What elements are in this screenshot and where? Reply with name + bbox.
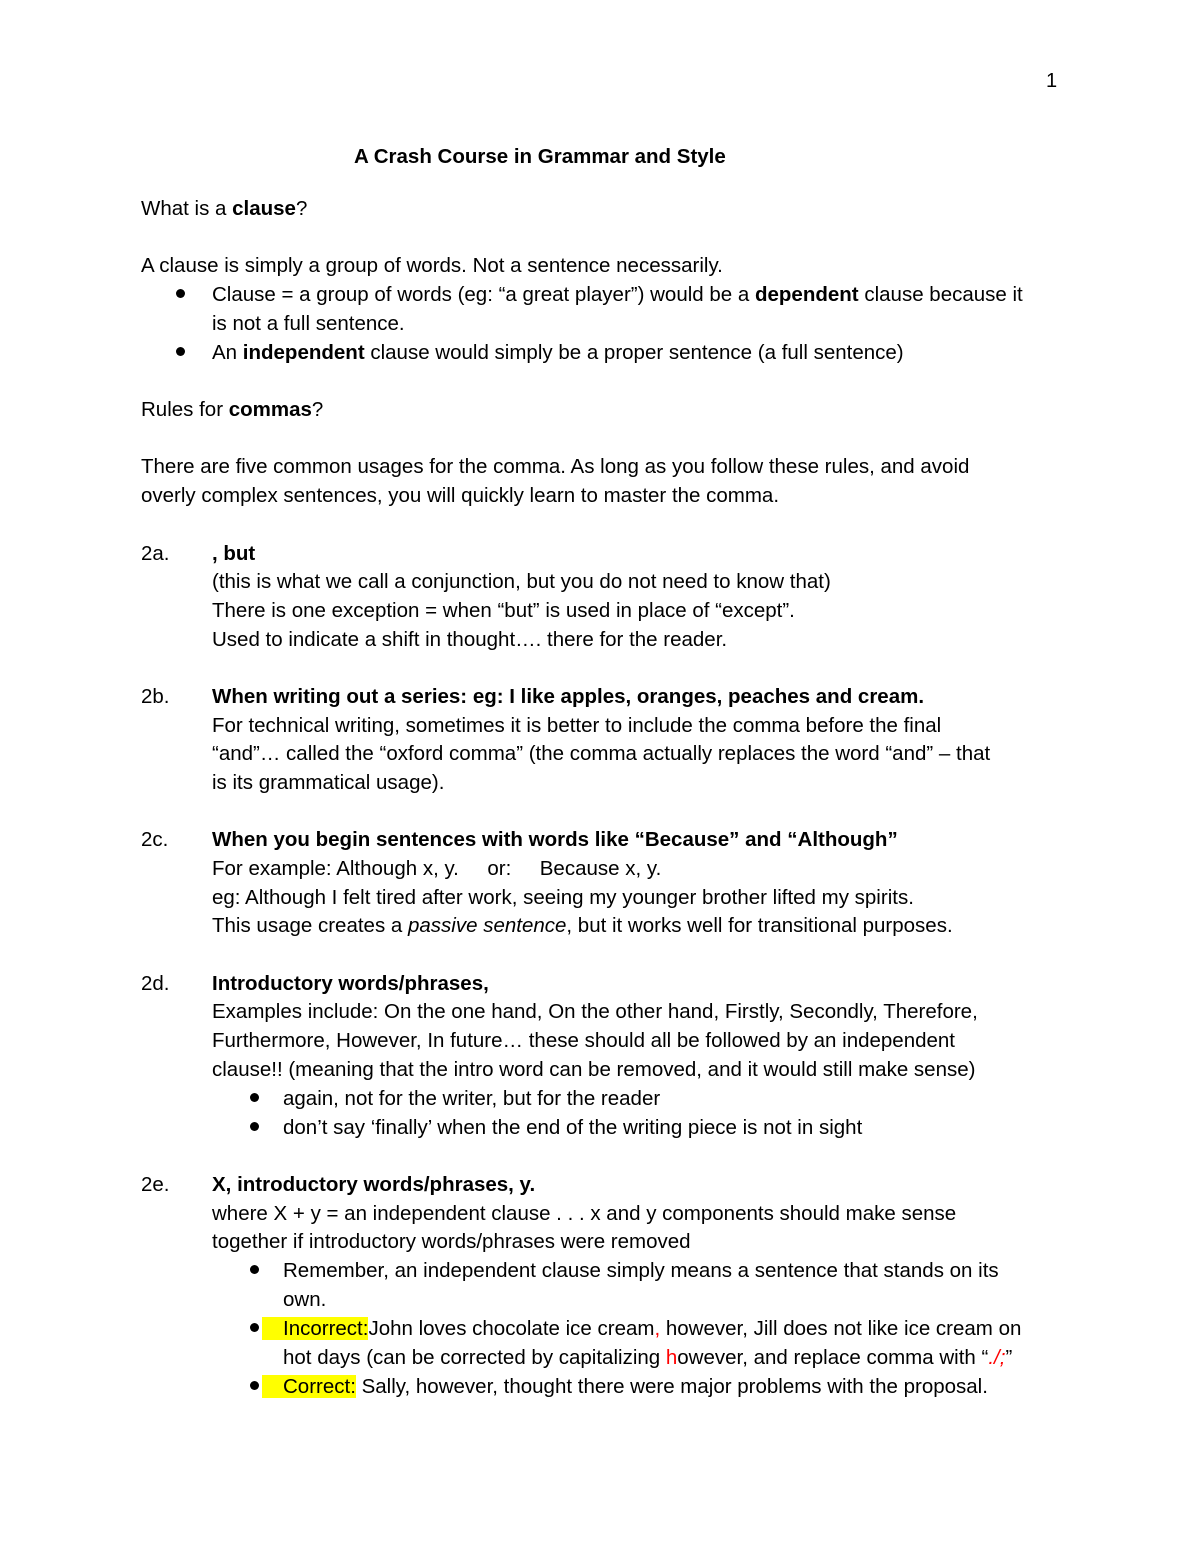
commas-intro-line2: overly complex sentences, you will quickly learn to master the comma. — [141, 484, 780, 507]
question-clause: What is a clause? — [141, 197, 308, 220]
rule-2c-label: 2c. — [141, 828, 169, 851]
rule-2e-bullet2-line2: hot days (can be corrected by capitalizing however, and replace comma with “./;” — [283, 1346, 1013, 1369]
rule-2a-heading: , but — [212, 542, 256, 565]
bullet-icon — [250, 1093, 259, 1102]
rule-2b-heading: When writing out a series: eg: I like apples, oranges, peaches and cream. — [212, 685, 925, 708]
bullet-icon — [250, 1122, 259, 1131]
rule-2a-line2: There is one exception = when “but” is used in place of “except”. — [212, 599, 795, 622]
bullet-icon — [176, 289, 185, 298]
rule-2c-heading: When you begin sentences with words like “Because” and “Although” — [212, 828, 898, 851]
rule-2d-line3: clause!! (meaning that the intro word can be removed, and it would still make sense) — [212, 1058, 976, 1081]
incorrect-highlight: Incorrect: — [262, 1317, 368, 1340]
clause-definition: A clause is simply a group of words. Not a sentence necessarily. — [141, 254, 723, 277]
rule-2c-line3: This usage creates a passive sentence, but it works well for transitional purposes. — [212, 914, 953, 937]
rule-2e-bullet1-line2: own. — [283, 1288, 327, 1311]
rule-2b-line2: “and”… called the “oxford comma” (the comma actually replaces the word “and” – that — [212, 742, 991, 765]
rule-2d-heading: Introductory words/phrases, — [212, 972, 489, 995]
rule-2e-label: 2e. — [141, 1173, 170, 1196]
rule-2e-heading: X, introductory words/phrases, y. — [212, 1173, 536, 1196]
rule-2a-line3: Used to indicate a shift in thought…. there for the reader. — [212, 628, 728, 651]
rule-2b-line1: For technical writing, sometimes it is better to include the comma before the final — [212, 714, 942, 737]
bullet-icon — [250, 1265, 259, 1274]
rule-2b-line3: is its grammatical usage). — [212, 771, 445, 794]
rule-2c-line1: For example: Although x, y. or: Because x, y. — [212, 857, 662, 880]
rule-2e-line2: together if introductory words/phrases were removed — [212, 1230, 691, 1253]
bullet-dependent-line1: Clause = a group of words (eg: “a great player”) would be a dependent clause because it — [212, 283, 1023, 306]
rule-2d-bullet2: don’t say ‘finally’ when the end of the writing piece is not in sight — [283, 1116, 863, 1139]
question-commas: Rules for commas? — [141, 398, 324, 421]
bullet-independent: An independent clause would simply be a proper sentence (a full sentence) — [212, 341, 904, 364]
rule-2c-line2: eg: Although I felt tired after work, seeing my younger brother lifted my spirits. — [212, 886, 914, 909]
bullet-icon — [250, 1323, 259, 1332]
rule-2e-bullet3: Correct: Sally, however, thought there were major problems with the proposal. — [262, 1373, 988, 1401]
rule-2d-line2: Furthermore, However, In future… these should all be followed by an independent — [212, 1029, 955, 1052]
bullet-dependent-line2: is not a full sentence. — [212, 312, 405, 335]
commas-intro-line1: There are five common usages for the comma. As long as you follow these rules, and avoid — [141, 455, 970, 478]
rule-2d-bullet1: again, not for the writer, but for the reader — [283, 1087, 661, 1110]
correct-highlight: Correct: — [262, 1375, 356, 1398]
rule-2e-line1: where X + y = an independent clause . . . x and y components should make sense — [212, 1202, 957, 1225]
rule-2e-bullet2-line1: Incorrect:John loves chocolate ice cream, however, Jill does not like ice cream on — [262, 1315, 1021, 1343]
rule-2a-line1: (this is what we call a conjunction, but you do not need to know that) — [212, 570, 831, 593]
document-title: A Crash Course in Grammar and Style — [354, 145, 726, 168]
rule-2a-label: 2a. — [141, 542, 170, 565]
bullet-icon — [250, 1381, 259, 1390]
rule-2d-line1: Examples include: On the one hand, On the other hand, Firstly, Secondly, Therefore, — [212, 1000, 978, 1023]
bullet-icon — [176, 347, 185, 356]
rule-2b-label: 2b. — [141, 685, 170, 708]
rule-2e-bullet1-line1: Remember, an independent clause simply means a sentence that stands on its — [283, 1259, 999, 1282]
rule-2d-label: 2d. — [141, 972, 170, 995]
page-number: 1 — [1046, 70, 1058, 92]
